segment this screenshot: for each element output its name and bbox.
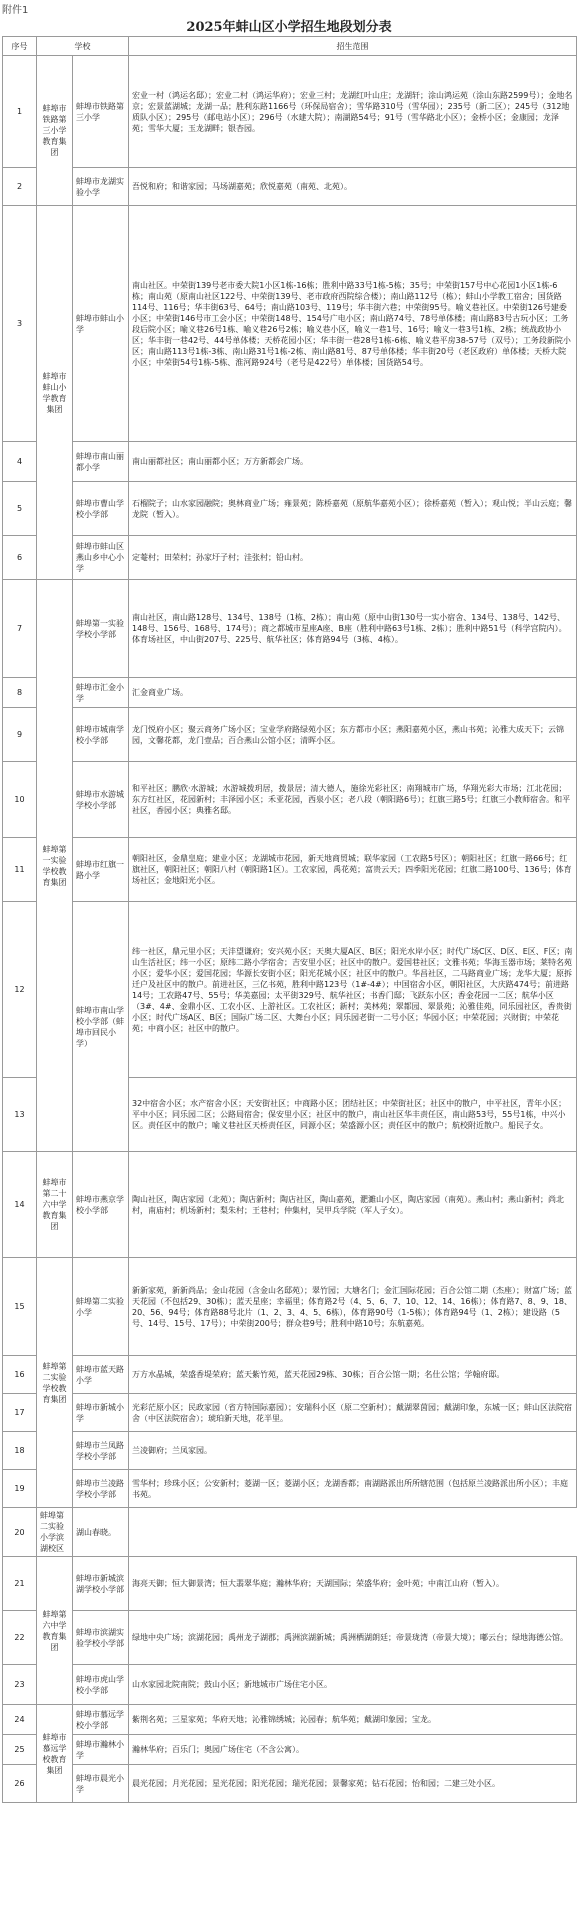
row-range: 朝阳社区，金鼎皇庭；建业小区；龙湖城市花园，新天地商贸城；联华家园（工农路5号区）；朝阳社区；红旗一路66号；红旗社区，朝阳社区；朝阳八村（朝阳路1区）。工农家园，禹花苑；富贵云天；四季阳光花园；红旗二路100号、136号；体育场社区；金地阳光小区。	[129, 838, 577, 902]
table-row	[3, 1765, 577, 1803]
row-school: 蚌埠第二实验小学	[73, 1258, 129, 1356]
row-group: 蚌埠市慕远学校教育集团	[37, 1705, 73, 1803]
row-seq: 13	[3, 1078, 37, 1152]
row-seq: 8	[3, 678, 37, 708]
table-row	[3, 762, 577, 838]
row-seq: 2	[3, 168, 37, 206]
row-school: 蚌埠市城南学校小学部	[73, 708, 129, 762]
table-row	[3, 678, 577, 708]
row-group: 蚌埠第一实验学校教育集团	[37, 580, 73, 1152]
attachment-label: 附件1	[2, 5, 29, 16]
table-row	[3, 1611, 577, 1665]
row-group: 蚌埠市铁路第三小学教育集团	[37, 56, 73, 206]
row-group: 蚌埠市蚌山小学教育集团	[37, 206, 73, 580]
row-range: 定菴村；田荣村；孙家圩子村；洼张村；铅山村。	[129, 536, 577, 580]
row-range: 石榴院子；山水家园融院；奥林商业广场；雍景苑；陈桥嘉苑（原航华嘉苑小区）；徐桥嘉苑（暂入）；观山悦；半山云庭；馨龙院（暂入）。	[129, 482, 577, 536]
row-seq: 20	[3, 1508, 37, 1557]
page-title: 2025年蚌山区小学招生地段划分表	[186, 20, 392, 35]
row-seq: 16	[3, 1356, 37, 1394]
row-range: 雪华村；珍珠小区；公安新村；菱湖一区；菱湖小区；龙湖香都；南湖路派出所所辖范围（包括原兰凌路派出所小区）；丰庭书苑。	[129, 1470, 577, 1508]
row-seq: 7	[3, 580, 37, 678]
row-range: 万方水晶城，荣盛香堤荣府；蓝天紫竹苑，蓝天花园29栋、30栋；百合公馆一期；名仕公馆；学翰府邸。	[129, 1356, 577, 1394]
row-school: 蚌埠市龙湖实验小学	[73, 168, 129, 206]
row-school: 蚌埠市铁路第三小学	[73, 56, 129, 168]
row-school: 蚌埠市滨湖实验学校小学部	[73, 1611, 129, 1665]
row-seq: 23	[3, 1665, 37, 1705]
row-seq: 12	[3, 902, 37, 1078]
row-range: 南山丽都社区；南山丽都小区；万方新都会广场。	[129, 442, 577, 482]
row-seq: 5	[3, 482, 37, 536]
row-range: 南山社区。中荣街139号老市委大院1小区1栋-16栋；胜利中路33号1栋-5栋；35号；中荣街157号中心花园1小区1栋-6栋；南山苑（原南山社区122号、中荣街139号、老市政府西院综合楼）；南山路112号（栋）；蚌山小学教工宿舍；国货路114号、116号；华丰街63号、64号；南山路103号、119号；华丰街六巷；中荣街95号。喻义巷社区。中荣街126号建委小区；中荣街146号市工会小区；中荣街148号、154号广电小区；南山路74号、78号单体楼；南山路83号古玩小区；工务段后院小区；喻义巷26号1栋、喻义巷26号2栋；喻义巷小区，喻义一巷1号、16号；喻义一巷3号1栋、2栋；统战政协小区；华丰街一巷42号、44号单体楼；天桥花园小区；华丰街一巷28号1栋-6栋、喻义巷平房38-57号（双号）；工务段新院小区；南山路113号1栋-3栋、南山路31号1栋-2栋、南山路81号、87号单体楼；华丰街20号（老区政府）单体楼；天桥大院小区；中荣街54号1栋-5栋、淮河路924号（老号是422号）单体楼；国货路54号。	[129, 206, 577, 442]
row-range: 宏业一村（鸿运名邸）；宏业二村（鸿运华府）；宏业三村；龙湖红叶山庄；龙湖轩；涂山鸿运苑（涂山东路2599号）；金地名京；宏景蓝湖城；龙湖一品；胜利东路1166号（环保局宿舍）；雪华路310号（雪华园）；235号（新二区）；245号（312地质队小区）；295号（邮电站小区）；296号（水建大院）；南湖路54号；91号（雪华路北小区）；金桥小区；金康园；龙泽苑；雪华大厦；玉龙湖畔；银杏园。	[129, 56, 577, 168]
row-school: 蚌埠市新城滨湖学校小学部	[73, 1557, 129, 1611]
row-range: 32中宿舍小区；水产宿舍小区；天安街社区；中商路小区；团结社区；中荣街社区；社区中的散户，中平社区，青年小区；平中小区；同乐园二区；公路局宿舍；保安里小区；社区中的散户，南山社区华丰责任区，南山路53号，55号1栋，中兴小区。责任区中的散户；喻义巷社区天桥责任区，同源小区；荣盛源小区；责任区中的散户；航校附近散户。船民子女。	[129, 1078, 577, 1152]
row-school: 蚌埠市晨光小学	[73, 1765, 129, 1803]
row-school: 蚌埠市蚌山小学	[73, 206, 129, 442]
row-seq: 3	[3, 206, 37, 442]
row-seq: 17	[3, 1394, 37, 1432]
table-row	[3, 536, 577, 580]
row-group: 蚌埠市第二十六中学教育集团	[37, 1152, 73, 1258]
row-seq: 10	[3, 762, 37, 838]
row-school: 蚌埠市兰凌路学校小学部	[73, 1470, 129, 1508]
table-row	[3, 1665, 577, 1705]
row-group: 蚌埠第六中学教育集团	[37, 1557, 73, 1705]
row-seq: 4	[3, 442, 37, 482]
row-school: 蚌埠市南山学校小学部（蚌埠市回民小学）	[73, 902, 129, 1152]
row-group: 蚌埠第二实验学校教育集团	[37, 1258, 73, 1508]
row-seq: 22	[3, 1611, 37, 1665]
row-range: 新新家苑，新新尚品；金山花园（含金山名邸苑）；翠竹园；大塘名门；金汇国际花园；百合公馆二期（杰座）；财富广场；蓝天花园（不包括29、30栋）；蓝天星座；幸福里；体育路2号（4、5、6、7、10、12、14、16栋）；体育路7、8、9、18、20、56、94号；体育路88号北片（1、2、3、4、5、6栋），体育路90号（1-5栋）；体育路94号（1、2栋）；建设路（5号、14号、15号、17号）；中荣街200号；群众巷9号；胜利中路10号；东航嘉苑。	[129, 1258, 577, 1356]
enrollment-table	[2, 36, 577, 1803]
table-row	[3, 1705, 577, 1735]
table-row	[3, 1394, 577, 1432]
row-school: 蚌埠市兰凤路学校小学部	[73, 1432, 129, 1470]
table-row	[3, 1432, 577, 1470]
table-row	[3, 442, 577, 482]
row-seq: 24	[3, 1705, 37, 1735]
row-seq: 15	[3, 1258, 37, 1356]
row-range: 陶山社区，陶店家园（北苑）；陶店新村；陶店社区，陶山嘉苑，淝濉山小区，陶店家园（南苑）。燕山村；燕山新村；尚北村，南庙村；机场新村；梨朱村；王巷村；仲集村，吴甲兵学院（军人子女）。	[129, 1152, 577, 1258]
row-range: 晨光花园；月光花园；星光花园；阳光花园；瑞光花园；景馨家苑；钻石花园；怡和园；二建三处小区。	[129, 1765, 577, 1803]
row-seq: 25	[3, 1735, 37, 1765]
row-school: 蚌埠市虎山学校小学部	[73, 1665, 129, 1705]
header-range: 招生范围	[129, 37, 577, 56]
table-row	[3, 1258, 577, 1356]
row-school: 蚌埠市南山丽都小学	[73, 442, 129, 482]
row-range: 海亮天御；恒大御景湾；恒大翡翠华庭；瀚林华府；天湖国际；荣盛华府；金叶苑；中南江山府（暂入）。	[129, 1557, 577, 1611]
table-row	[3, 1508, 577, 1557]
row-school: 蚌埠市蚌山区燕山乡中心小学	[73, 536, 129, 580]
row-range: 汇金商业广场。	[129, 678, 577, 708]
row-school: 蚌埠第二实验小学滨湖校区	[37, 1508, 73, 1557]
row-school: 蚌埠市慕远学校小学部	[73, 1705, 129, 1735]
row-range: 山水家园北院南院；鼓山小区；新地城市广场住宅小区。	[129, 1665, 577, 1705]
table-row	[3, 1152, 577, 1258]
table-row	[3, 1470, 577, 1508]
row-school: 蚌埠市瀚林小学	[73, 1735, 129, 1765]
header-school: 学校	[37, 37, 129, 56]
table-row	[3, 482, 577, 536]
row-range: 纬一社区，鼎元里小区；天沣望谦府；安兴苑小区；天奥大厦A区、B区；阳光水岸小区；时代广场C区、D区、E区、F区；南山生活社区；纬一小区；原纬二路小学宿舍；吉安里小区；社区中的散户。爱国巷社区；文雅书苑；华海玉器市场；莱特名苑小区；爱华小区；爱国花园；华源长安街小区；阳光花城小区；社区中的散户。华昌社区，二马路商业广场；龙华大厦；原拆迁户及社区中的散户。前进社区，三亿书苑，胜利中路123号（1#-4#）；中国宿舍小区，朝阳社区，大庆路474号；前进路14号；工农路47号、55号；华美嘉园；太平街329号、航华社区；书香门邸；飞跃东小区；香金花园一二区；航华小区（3#、4#、金鼎小区、工农小区、上游社区。工农社区；新村；美林苑；翠都园、翠景苑；沁雅佳苑，同乐园社区，香贵街小区；时代广场A区、B区；国际广场二区、大舞台小区；同乐园老街一二号小区；华园小区；中荣花园；兴财街；中荣花苑；中商小区；社区中的散户。	[129, 902, 577, 1078]
row-range: 兰凌御府；兰凤家园。	[129, 1432, 577, 1470]
row-range: 光彩茫原小区；民政家园（省方特国际嘉园）；安瑞科小区（原二空新村）；戴湖翠茵园；戴湖印象，东城一区；蚌山区法院宿舍（中区法院宿舍）；琥珀新天地，花半里。	[129, 1394, 577, 1432]
row-school: 蚌埠市水游城学校小学部	[73, 762, 129, 838]
table-row	[3, 1356, 577, 1394]
row-seq: 11	[3, 838, 37, 902]
table-row	[3, 1735, 577, 1765]
table-row	[3, 902, 577, 1078]
row-seq: 9	[3, 708, 37, 762]
table-row	[3, 838, 577, 902]
row-school: 蚌埠市燕京学校小学部	[73, 1152, 129, 1258]
row-range: 紫荆名苑；三星家苑；华府天地；沁雅锦绣城；沁园春；航华苑；戴湖印象园；宝龙。	[129, 1705, 577, 1735]
table-row	[3, 206, 577, 442]
table-row	[3, 56, 577, 168]
table-row	[3, 1557, 577, 1611]
row-range: 绿地中央广场；滨湖花园；禹州龙子湖郡；禹洲滨湖新城；禹洲栖湖朗廷；帝景珑湾（帝景大境）；嘟云台；绿地海德公馆。	[129, 1611, 577, 1665]
row-school: 蚌埠第一实验学校小学部	[73, 580, 129, 678]
header-seq: 序号	[3, 37, 37, 56]
row-school: 蚌埠市汇金小学	[73, 678, 129, 708]
row-school: 蚌埠市曹山学校小学部	[73, 482, 129, 536]
table-row	[3, 708, 577, 762]
row-seq: 19	[3, 1470, 37, 1508]
row-school: 蚌埠市蓝天路小学	[73, 1356, 129, 1394]
row-seq: 26	[3, 1765, 37, 1803]
row-seq: 21	[3, 1557, 37, 1611]
row-range: 龙门悦府小区；聚云商务广场小区；宝业学府路绿苑小区；东方都市小区；燕阳嘉苑小区，燕山书苑；沁雅大成天下；云锦园，文馨花都，龙门壹品；百合燕山公馆小区；清晖小区。	[129, 708, 577, 762]
table-row	[3, 580, 577, 678]
row-school: 蚌埠市新城小学	[73, 1394, 129, 1432]
table-row	[3, 168, 577, 206]
row-range: 瀚林华府；百乐门；奥园广场住宅（不含公寓）。	[129, 1735, 577, 1765]
row-seq: 1	[3, 56, 37, 168]
row-seq: 14	[3, 1152, 37, 1258]
table-header-row	[3, 37, 577, 56]
row-range: 南山社区，南山路128号、134号、138号（1栋、2栋）；南山苑（原中山街130号一实小宿舍、134号、138号、142号、148号、156号、168号、174号）；商之都城市星座A座、B座（胜利中路63号1栋、2栋）；胜利中路51号（科学宫院内）。体育场社区，中山街207号、225号、航华社区；体育路94号（3栋、4栋）。	[129, 580, 577, 678]
row-range: 湖山春晓。	[73, 1508, 129, 1557]
row-school: 蚌埠市红旗一路小学	[73, 838, 129, 902]
row-seq: 18	[3, 1432, 37, 1470]
row-range: 吾悦和府；和谐家园；马场湖嘉苑；欣悦嘉苑（南苑、北苑）。	[129, 168, 577, 206]
row-seq: 6	[3, 536, 37, 580]
row-range: 和平社区；鹏欣·水游城；水游城拨玥居，拨景居；清大德人，施徐光彩社区；南翔城市广场，华翔光彩大市场；江北花园；东方红社区，花园新村；丰泽园小区；禾亚花园，西泉小区；老八段（朝阳路6号）；红旗三路5号；红旗三小教师宿舍。和平社区，香园小区；典雅名邸。	[129, 762, 577, 838]
